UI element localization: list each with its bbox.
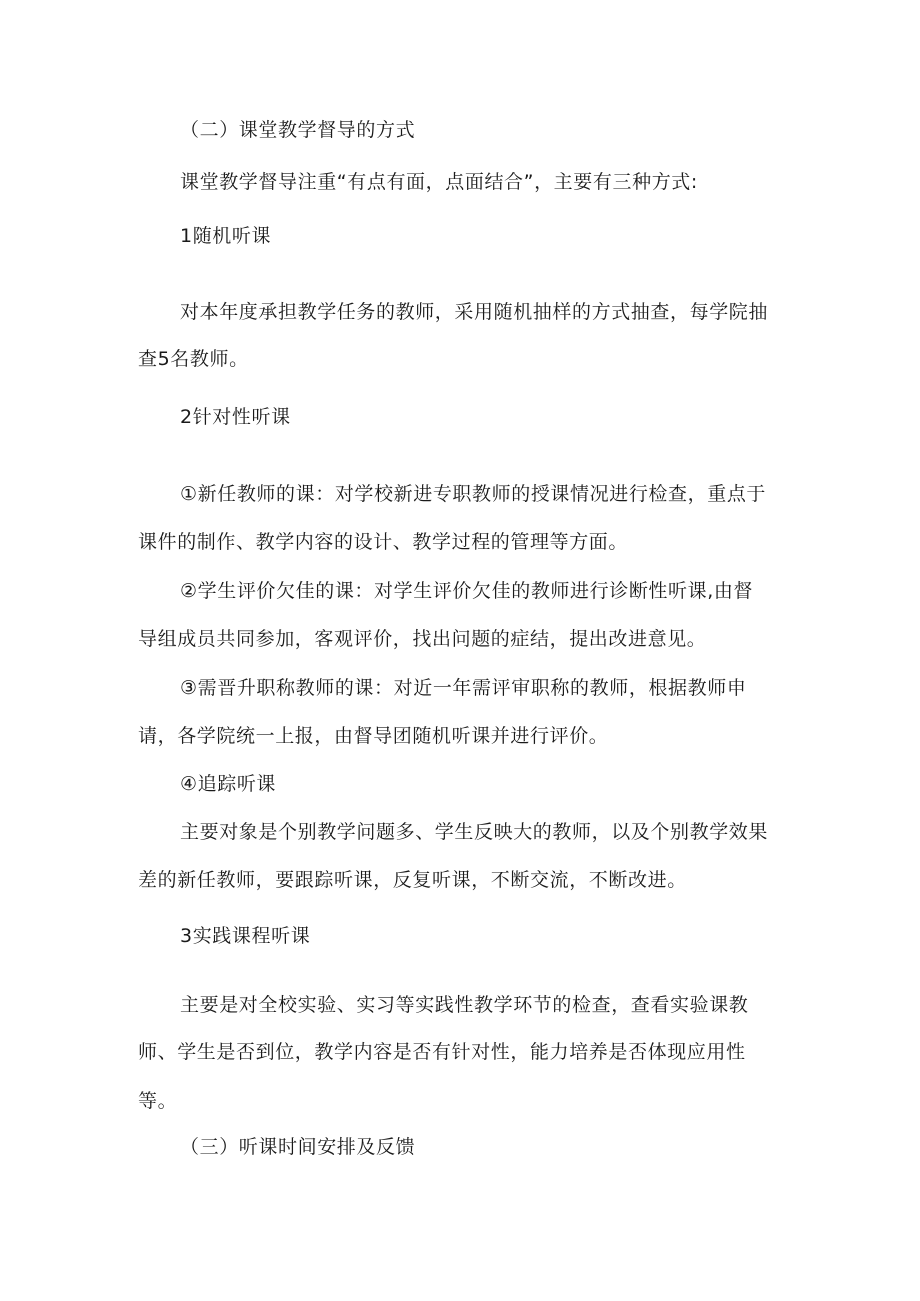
paragraph-follow-up-line-2: 差的新任教师，要跟踪听课，反复听课，不断交流，不断改进。 — [138, 869, 687, 891]
item-new-teachers-line-1: ①新任教师的课：对学校新进专职教师的授课情况进行检查，重点于 — [180, 483, 767, 505]
section-heading-schedule-and-feedback: （三）听课时间安排及反馈 — [180, 1136, 416, 1158]
item-poor-evaluation-line-2: 导组成员共同参加，客观评价，找出问题的症结，提出改进意见。 — [138, 628, 707, 650]
item-poor-evaluation-line-1: ②学生评价欠佳的课：对学生评价欠佳的教师进行诊断性听课,由督 — [180, 580, 754, 602]
paragraph-random-line-2: 查5名教师。 — [138, 348, 249, 370]
paragraph-intro: 课堂教学督导注重“有点有面，点面结合”，主要有三种方式: — [180, 171, 698, 193]
paragraph-practice-line-1: 主要是对全校实验、实习等实践性教学环节的检查，查看实验课教 — [180, 994, 749, 1016]
item-promotion-line-2: 请，各学院统一上报，由督导团随机听课并进行评价。 — [138, 725, 609, 747]
paragraph-random-line-1: 对本年度承担教学任务的教师，采用随机抽样的方式抽查，每学院抽 — [180, 301, 769, 323]
item-follow-up-heading: ④追踪听课 — [180, 773, 277, 795]
item-promotion-line-1: ③需晋升职称教师的课：对近一年需评审职称的教师，根据教师申 — [180, 677, 747, 699]
section-heading-classroom-supervision-methods: （二）课堂教学督导的方式 — [180, 119, 416, 141]
subheading-targeted-observation: 2针对性听课 — [180, 406, 291, 428]
paragraph-follow-up-line-1: 主要对象是个别教学问题多、学生反映大的教师，以及个别教学效果 — [180, 821, 769, 843]
paragraph-practice-line-2: 师、学生是否到位，教学内容是否有针对性，能力培养是否体现应用性 — [138, 1041, 746, 1063]
item-new-teachers-line-2: 课件的制作、教学内容的设计、教学过程的管理等方面。 — [138, 531, 629, 553]
subheading-random-observation: 1随机听课 — [180, 225, 272, 247]
subheading-practice-course-observation: 3实践课程听课 — [180, 925, 311, 947]
paragraph-practice-line-3: 等。 — [138, 1090, 178, 1112]
